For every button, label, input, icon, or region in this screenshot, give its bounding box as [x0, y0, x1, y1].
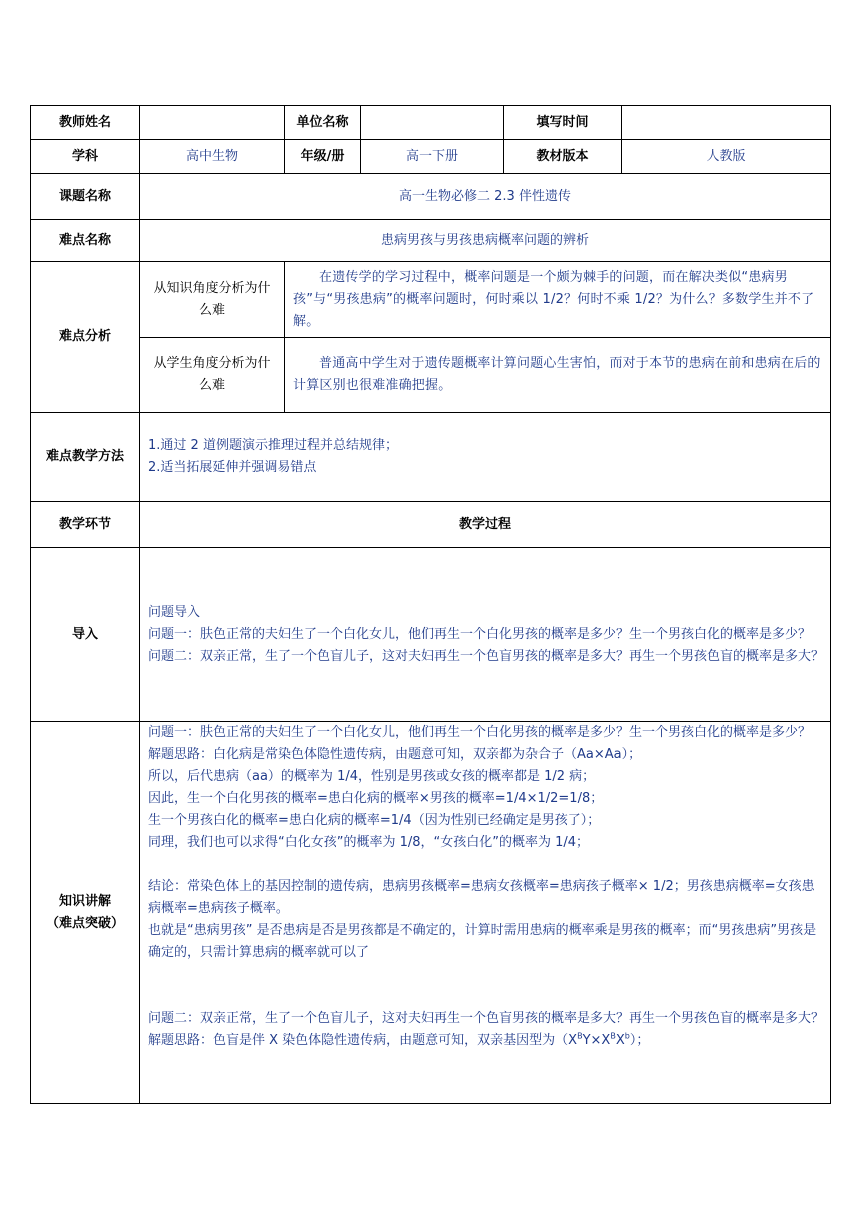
intro-line-3: 问题二：双亲正常，生了一个色盲儿子，这对夫妇再生一个色盲男孩的概率是多大？再生一个男孩色盲的概率是多大？ — [148, 648, 825, 664]
lecture-q2-line — [148, 1030, 824, 1052]
unit-name-field[interactable] — [361, 106, 504, 140]
intro-line-2: 问题一：肤色正常的夫妇生了一个白化女儿，他们再生一个白化男孩的概率是多少？生一个男孩白化的概率是多少？ — [148, 626, 812, 642]
difficulty-label: 难点名称 — [31, 220, 140, 262]
process-header: 教学过程 — [140, 502, 831, 548]
lecture-q1: 问题一：肤色正常的夫妇生了一个白化女儿，他们再生一个白化男孩的概率是多少？生一个男孩白化的概率是多少？ — [148, 725, 812, 740]
lecture-content — [140, 722, 831, 1104]
method-line-2: 2.适当拓展延伸并强调易错点 — [148, 460, 317, 475]
knowledge-angle-label — [140, 262, 285, 338]
spacer — [148, 854, 824, 876]
difficulty-value: 患病男孩与男孩患病概率问题的辨析 — [140, 220, 831, 262]
lecture-q2: 问题二：双亲正常，生了一个色盲儿子，这对夫妇再生一个色盲男孩的概率是多大？再生一个男孩色盲的概率是多大？ — [148, 1011, 824, 1026]
q2-text-d: ）； — [629, 1033, 650, 1048]
q2-text-a: 解题思路：色盲是伴 X 染色体隐性遗传病，由题意可知，双亲基因型为（X — [148, 1033, 578, 1048]
intro-label: 导入 — [31, 548, 140, 722]
analysis-label: 难点分析 — [31, 262, 140, 413]
edition-label: 教材版本 — [504, 140, 622, 174]
lecture-conclusion: 结论：常染色体上的基因控制的遗传病，患病男孩概率=患病女孩概率=患病孩子概率× 1/2；男孩患病概率=女孩患病概率=患病孩子概率。 — [148, 879, 815, 916]
q2-sup-1: B — [577, 1031, 583, 1041]
method-label: 难点教学方法 — [31, 413, 140, 502]
stage-header: 教学环节 — [31, 502, 140, 548]
topic-value: 高一生物必修二 2.3 伴性遗传 — [140, 174, 831, 220]
lecture-label-line-1: 知识讲解 — [58, 893, 111, 909]
q2-sup-2: B — [610, 1031, 616, 1041]
q2-text-b: Y×X — [582, 1033, 611, 1048]
method-content — [140, 413, 831, 502]
lecture-q1-line-2: 所以，后代患病（aa）的概率为 1/4，性别是男孩或女孩的概率都是 1/2 病； — [148, 769, 596, 784]
lecture-q1-line-4: 生一个男孩白化的概率=患白化病的概率=1/4（因为性别已经确定是男孩了）； — [148, 813, 601, 828]
student-angle-label — [140, 338, 285, 413]
q2-text-c: X — [615, 1033, 625, 1048]
intro-line-1: 问题导入 — [148, 604, 201, 620]
student-angle-text: 从学生角度分析为什么难 — [153, 356, 271, 393]
knowledge-analysis-text: 在遗传学的学习过程中，概率问题是一个颇为棘手的问题，而在解决类似“患病男孩”与“男孩患病”的概率问题时，何时乘以 1/2？何时不乘 1/2？为什么？多数学生并不了解。 — [285, 262, 831, 338]
intro-content — [140, 548, 831, 722]
lecture-q1-line-5: 同理，我们也可以求得“白化女孩”的概率为 1/8，“女孩白化”的概率为 1/4； — [148, 835, 590, 850]
spacer — [148, 986, 824, 1008]
student-analysis-text: 普通高中学生对于遗传题概率计算问题心生害怕，而对于本节的患病在前和患病在后的计算区别也很难准确把握。 — [285, 338, 831, 413]
edition-value: 人教版 — [622, 140, 831, 174]
fill-date-label: 填写时间 — [504, 106, 622, 140]
fill-date-field[interactable] — [622, 106, 831, 140]
teacher-name-label: 教师姓名 — [31, 106, 140, 140]
topic-label: 课题名称 — [31, 174, 140, 220]
teacher-name-field[interactable] — [140, 106, 285, 140]
lecture-label-line-2: （难点突破） — [45, 915, 124, 931]
lecture-explain: 也就是“患病男孩” 是否患病是否是男孩都是不确定的，计算时需用患病的概率乘是男孩的概率；而“男孩患病”男孩是确定的，只需计算患病的概率就可以了 — [148, 923, 817, 960]
unit-name-label: 单位名称 — [285, 106, 361, 140]
lesson-plan-table — [30, 105, 830, 1102]
lecture-q1-line-3: 因此，生一个白化男孩的概率=患白化病的概率×男孩的概率=1/4×1/2=1/8； — [148, 791, 604, 806]
spacer — [148, 964, 824, 986]
method-line-1: 1.通过 2 道例题演示推理过程并总结规律； — [148, 438, 398, 453]
subject-label: 学科 — [31, 140, 140, 174]
grade-value: 高一下册 — [361, 140, 504, 174]
knowledge-angle-text: 从知识角度分析为什么难 — [153, 280, 271, 318]
grade-label: 年级/册 — [285, 140, 361, 174]
q2-sup-3: b — [624, 1031, 630, 1041]
lecture-q1-line-1: 解题思路：白化病是常染色体隐性遗传病，由题意可知，双亲都为杂合子（Aa×Aa）； — [148, 747, 642, 762]
lecture-label — [31, 722, 140, 1104]
subject-value: 高中生物 — [140, 140, 285, 174]
